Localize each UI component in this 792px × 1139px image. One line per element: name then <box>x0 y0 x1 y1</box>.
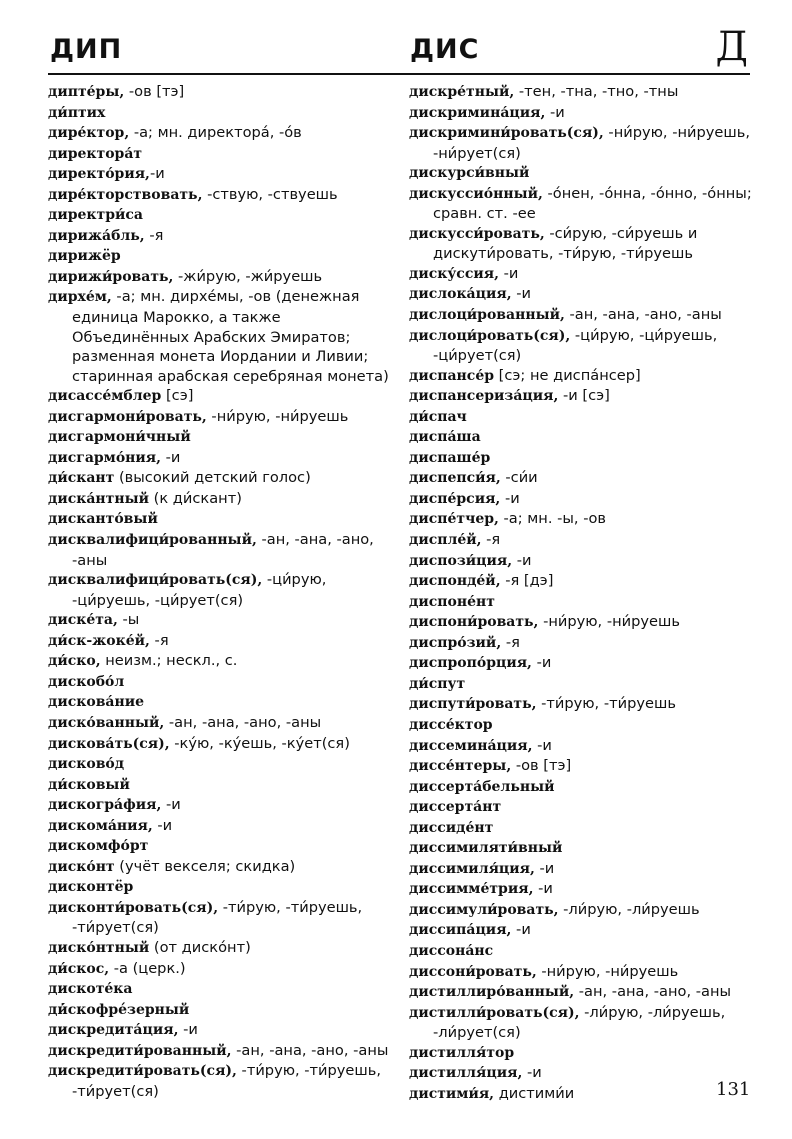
entry-headword: дирижи́ровать, <box>48 268 174 285</box>
right-column <box>409 82 757 1104</box>
page-number: 131 <box>716 1079 751 1100</box>
entry-headword: дискобо́л <box>48 673 125 690</box>
dictionary-entry <box>48 185 393 206</box>
entry-grammar: -я [дэ] <box>500 572 554 590</box>
entry-headword: дистилли́ровать(ся), <box>409 1004 580 1021</box>
entry-grammar: -ли́рую, -ли́руешь <box>558 900 700 918</box>
dictionary-entry <box>409 530 754 551</box>
entry-headword: дискредита́ция, <box>48 1022 179 1039</box>
entry-grammar: -и <box>545 103 565 121</box>
dictionary-entry <box>48 1000 393 1021</box>
entry-grammar: -ти́рую, -ти́руешь <box>536 695 676 713</box>
entry-headword: директора́т <box>48 145 143 162</box>
entry-headword: дирижёр <box>48 248 121 265</box>
dictionary-entry <box>409 777 754 798</box>
entry-grammar: -жи́рую, -жи́руешь <box>173 267 323 285</box>
entry-grammar: -а (церк.) <box>109 959 186 977</box>
entry-headword: дискова́ние <box>48 694 145 711</box>
entry-headword: диспе́тчер, <box>409 511 499 528</box>
dictionary-entry <box>409 612 754 633</box>
entry-headword: диспути́ровать, <box>409 696 537 713</box>
entry-grammar: -и <box>533 880 553 898</box>
dictionary-entry <box>409 694 754 715</box>
dictionary-entry <box>409 818 754 839</box>
header-rule <box>48 73 750 75</box>
entry-grammar: -и <box>512 551 532 569</box>
dictionary-entry <box>48 123 393 144</box>
entry-headword: дискре́тный, <box>409 84 515 100</box>
dictionary-entry <box>48 287 393 386</box>
dictionary-entry <box>409 571 754 592</box>
dictionary-entry <box>409 756 754 777</box>
entry-grammar: -и <box>178 1021 198 1039</box>
dictionary-entry <box>409 736 754 757</box>
entry-grammar: (учёт векселя; скидка) <box>114 857 296 875</box>
dictionary-entry <box>409 184 757 224</box>
entry-headword: диссимиля́ция, <box>409 860 535 877</box>
dictionary-entry <box>409 123 754 163</box>
entry-grammar: -ни́рую, -ни́руешь <box>538 613 680 631</box>
entry-grammar: -ан, -ана, -ано, -аны <box>574 983 732 1001</box>
entry-grammar: -ли́рую, -ли́руешь, -ли́рует(ся) <box>433 1003 730 1042</box>
entry-headword: дискредити́рованный, <box>48 1042 232 1059</box>
entry-headword: диссимиляти́вный <box>409 840 563 857</box>
entry-headword: дисгармо́ния, <box>48 449 162 466</box>
entry-headword: дискома́ния, <box>48 817 153 834</box>
entry-headword: диспози́ция, <box>409 552 513 569</box>
entry-headword: диссерта́нт <box>409 799 502 816</box>
entry-headword: диспони́ровать, <box>409 614 539 631</box>
entry-headword: дисгармони́чный <box>48 429 191 446</box>
entry-grammar: -ан, -ана, -ано, -аны <box>231 1041 389 1059</box>
entry-headword: диссе́ктор <box>409 716 493 733</box>
entry-grammar: -я <box>481 531 501 549</box>
entry-grammar: неизм.; нескл., с. <box>100 652 238 670</box>
entry-headword: дистилля́тор <box>409 1044 515 1061</box>
entry-grammar: -а; мн. -ы, -ов <box>498 510 606 528</box>
entry-headword: дире́ктор, <box>48 125 130 142</box>
entry-headword: директри́са <box>48 207 143 224</box>
entry-grammar: -и <box>161 796 181 814</box>
entry-grammar: -тен, -тна, -тно, -тны <box>514 83 679 100</box>
dictionary-entry <box>48 651 393 672</box>
dictionary-entry <box>409 838 754 859</box>
entry-grammar: -ствую, -ствуешь <box>202 185 338 203</box>
entry-headword: диссерта́бельный <box>409 778 555 795</box>
entry-headword: дислока́ция, <box>409 286 512 303</box>
dictionary-entry <box>48 938 393 959</box>
entry-headword: ди́ск-жоке́й, <box>48 632 150 649</box>
entry-grammar: дистими́и <box>494 1084 575 1102</box>
dictionary-entry <box>409 407 754 428</box>
dictionary-entry <box>48 144 393 165</box>
entry-headword: диспансериза́ция, <box>409 388 559 405</box>
entry-headword: дисканто́вый <box>48 511 158 528</box>
dictionary-entry <box>48 164 393 185</box>
entry-grammar: (от диско́нт) <box>149 938 251 956</box>
entry-grammar: -и <box>500 489 520 507</box>
entry-headword: ди́птих <box>48 104 106 121</box>
entry-headword: директо́рия, <box>48 166 150 183</box>
dictionary-entry <box>48 734 393 755</box>
dictionary-entry <box>409 509 754 530</box>
dictionary-entry <box>409 797 754 818</box>
entry-headword: ди́скант <box>48 470 115 487</box>
entry-headword: диспансе́р <box>409 367 495 384</box>
entry-grammar: -и <box>522 1064 542 1082</box>
entry-headword: диссимули́ровать, <box>409 901 559 918</box>
entry-headword: дисассе́мблер <box>48 388 162 405</box>
entry-headword: дискомфо́рт <box>48 838 149 855</box>
dictionary-entry <box>48 836 393 857</box>
entry-headword: диспропо́рция, <box>409 655 532 672</box>
dictionary-entry <box>409 920 754 941</box>
entry-headword: дискова́ть(ся), <box>48 735 170 752</box>
dictionary-entry <box>48 386 393 407</box>
dictionary-entry <box>48 631 393 652</box>
dictionary-entry <box>48 1061 393 1101</box>
entry-grammar: -ни́рую, -ни́руешь <box>536 962 679 980</box>
entry-headword: дисконти́ровать(ся), <box>48 899 219 916</box>
entry-headword: ди́спач <box>409 408 467 425</box>
entry-grammar: -и <box>532 736 552 754</box>
entry-grammar: -я <box>149 631 169 649</box>
entry-headword: дисквалифици́рованный, <box>48 532 257 549</box>
dictionary-entry <box>48 509 393 530</box>
dictionary-entry <box>48 959 393 980</box>
dictionary-entry <box>48 448 393 469</box>
entry-headword: дистиллиро́ванный, <box>409 984 575 1001</box>
entry-grammar: -и <box>511 285 531 303</box>
dictionary-entry <box>48 226 393 247</box>
dictionary-entry <box>48 877 393 898</box>
dictionary-entry <box>48 407 393 428</box>
entry-grammar: -ти́рую, -ти́руешь, -ти́рует(ся) <box>72 898 367 937</box>
entry-headword: диспоне́нт <box>409 593 495 610</box>
entry-headword: диссони́ровать, <box>409 963 537 980</box>
entry-headword: диссе́нтеры, <box>409 758 512 775</box>
dictionary-entry <box>48 979 393 1000</box>
dictionary-entry <box>409 284 754 305</box>
dictionary-entry <box>409 82 754 103</box>
entry-headword: диссона́нс <box>409 942 494 959</box>
dictionary-entry <box>409 962 754 983</box>
entry-headword: диспепси́я, <box>409 470 501 487</box>
entry-headword: дискредити́ровать(ся), <box>48 1063 237 1080</box>
dictionary-entry <box>409 1063 754 1084</box>
dictionary-entry <box>48 570 393 610</box>
dictionary-entry <box>409 224 754 264</box>
dictionary-entry <box>409 468 754 489</box>
entry-headword: диспаше́р <box>409 449 491 466</box>
entry-headword: ди́ско, <box>48 653 101 670</box>
entry-grammar: -си́рую, -си́руешь и дискути́ровать, -ти́рую, -ти́руешь <box>433 224 702 263</box>
entry-grammar: -и <box>161 448 181 466</box>
dictionary-entry <box>409 1003 754 1043</box>
entry-grammar: -ти́рую, -ти́руешь, -ти́рует(ся) <box>72 1062 386 1100</box>
entry-grammar: -си́и <box>500 469 538 487</box>
entry-grammar: [сэ; не диспа́нсер] <box>494 366 641 384</box>
dictionary-entry <box>409 1043 754 1064</box>
dictionary-entry <box>409 633 754 654</box>
entry-grammar: -ан, -ана, -ано, -аны <box>164 713 322 731</box>
entry-headword: диску́ссия, <box>409 265 499 282</box>
dictionary-entry <box>48 246 393 267</box>
entry-headword: диспле́й, <box>409 532 482 549</box>
entry-headword: диско́нт <box>48 858 115 875</box>
entry-headword: дире́кторствовать, <box>48 186 203 203</box>
entry-grammar: -я <box>501 633 520 651</box>
entry-headword: дискримини́ровать(ся), <box>409 125 604 142</box>
dictionary-entry <box>409 489 754 510</box>
entry-headword: диссипа́ция, <box>409 922 512 939</box>
entry-grammar: -и [сэ] <box>558 387 610 405</box>
dictionary-entry <box>48 775 393 796</box>
dictionary-entry <box>409 674 754 695</box>
entry-grammar: -и <box>498 264 519 282</box>
dictionary-entry <box>48 82 393 103</box>
dictionary-entry <box>409 1084 754 1105</box>
entry-grammar: -о́нен, -о́нна, -о́нно, -о́нны; сравн. ст. -ее <box>433 184 757 223</box>
entry-headword: дирхе́м, <box>48 289 112 306</box>
entry-headword: диспе́рсия, <box>409 490 501 507</box>
entry-grammar: -ан, -ана, -ано, -аны <box>564 306 722 324</box>
dictionary-entry <box>409 326 754 366</box>
entry-grammar: -ци́рую, -ци́руешь, -ци́рует(ся) <box>72 571 332 609</box>
entry-grammar: -а; мн. дирхе́мы, -ов (денежная единица Марокко, а также Объединённых Арабских Эмиратов; разменная монета Иордании и Ливии; старинная арабская серебряная монета) <box>72 288 389 385</box>
entry-grammar: -и <box>149 165 165 183</box>
dictionary-entry <box>48 898 393 938</box>
entry-grammar: -ни́рую, -ни́руешь <box>206 407 349 425</box>
entry-headword: диско́ванный, <box>48 714 165 731</box>
dictionary-entry <box>48 489 393 510</box>
entry-headword: ди́сковый <box>48 776 130 793</box>
entry-headword: диссемина́ция, <box>409 737 533 754</box>
dictionary-entry <box>48 672 393 693</box>
entry-grammar: -и <box>531 654 552 672</box>
entry-grammar: -ы <box>117 611 140 629</box>
dictionary-entry <box>48 816 393 837</box>
entry-headword: дирижа́бль, <box>48 227 145 244</box>
entry-headword: ди̇́скофрéзерный <box>48 1001 190 1018</box>
dictionary-entry <box>409 941 754 962</box>
dictionary-entry <box>409 163 754 184</box>
dictionary-entry <box>48 713 393 734</box>
entry-headword: дисково́д <box>48 756 125 773</box>
dictionary-entry <box>409 448 754 469</box>
dictionary-entry <box>409 879 754 900</box>
entry-headword: диспонде́й, <box>409 573 501 590</box>
entry-headword: ди́скос, <box>48 960 110 977</box>
dictionary-entry <box>48 1020 393 1041</box>
running-head-first-word: ДИП <box>50 34 123 65</box>
dictionary-entry <box>409 982 754 1003</box>
entry-headword: диспа́ша <box>409 429 481 446</box>
entry-headword: дистими́я, <box>409 1085 495 1102</box>
entry-grammar: -ов [тэ] <box>124 83 185 100</box>
dictionary-entry <box>409 366 754 387</box>
entry-grammar: -я <box>144 226 164 244</box>
dictionary-entry <box>409 103 754 124</box>
entry-headword: ди́спут <box>409 675 466 692</box>
dictionary-entry <box>409 427 754 448</box>
dictionary-entry <box>48 267 393 288</box>
dictionary-entry <box>48 205 393 226</box>
dictionary-entry <box>48 1041 393 1062</box>
entry-headword: дистилля́ция, <box>409 1065 523 1082</box>
entry-grammar: -ан, -ана, -ано, -аны <box>72 531 379 569</box>
entry-grammar: -ку́ю, -ку́ешь, -ку́ет(ся) <box>169 734 350 752</box>
entry-grammar: -ци́рую, -ци́руешь, -ци́рует(ся) <box>433 326 722 365</box>
entry-headword: дискусси́ровать, <box>409 225 545 242</box>
dictionary-entry <box>409 715 754 736</box>
entry-headword: дислоци́ровать(ся), <box>409 327 571 344</box>
entry-headword: дискоте́ка <box>48 981 133 998</box>
entry-grammar: (к ди́скант) <box>149 489 242 507</box>
entry-grammar: -ни́рую, -ни́руешь, -ни́рует(ся) <box>433 124 755 162</box>
entry-headword: диссимме́трия, <box>409 881 534 898</box>
dictionary-entry <box>48 103 393 124</box>
section-letter: Д <box>715 24 748 70</box>
dictionary-entry <box>409 859 754 880</box>
entry-grammar: -и <box>511 921 531 939</box>
entry-grammar: -а; мн. директора́, -о́в <box>129 124 302 142</box>
dictionary-entry <box>48 610 393 631</box>
dictionary-entry <box>409 653 754 674</box>
entry-grammar: [сэ] <box>161 387 194 405</box>
entry-headword: дискримина́ция, <box>409 104 546 121</box>
dictionary-entry <box>409 551 754 572</box>
entry-headword: дискуссио́нный, <box>409 185 543 202</box>
dictionary-entry <box>48 857 393 878</box>
entry-headword: диске́та, <box>48 612 118 629</box>
entry-headword: дискурси́вный <box>409 165 530 182</box>
dictionary-entry <box>48 754 393 775</box>
entry-grammar: -ов [тэ] <box>511 757 572 775</box>
dictionary-entry <box>409 386 754 407</box>
entry-headword: диско́нтный <box>48 939 150 956</box>
dictionary-entry <box>409 900 754 921</box>
entry-grammar: -и <box>534 859 555 877</box>
entry-headword: дипте́ры, <box>48 84 125 100</box>
entry-headword: диспро́зий, <box>409 634 502 651</box>
entry-grammar: (высокий детский голос) <box>114 469 311 487</box>
dictionary-entry <box>48 468 393 489</box>
dictionary-entry <box>48 427 393 448</box>
entry-grammar: -и <box>152 816 173 834</box>
entry-headword: диссиде́нт <box>409 819 494 836</box>
dictionary-entry <box>48 530 393 570</box>
running-head-last-word: ДИС <box>410 34 480 65</box>
entry-headword: дисконтёр <box>48 879 134 896</box>
dictionary-entry <box>409 305 754 326</box>
entry-headword: дискогра́фия, <box>48 797 162 814</box>
left-column <box>48 82 393 1101</box>
dictionary-entry <box>48 692 393 713</box>
entry-headword: дисквалифици́ровать(ся), <box>48 572 263 589</box>
dictionary-entry <box>48 795 393 816</box>
entry-headword: дисгармони́ровать, <box>48 408 207 425</box>
entry-headword: дислоци́рованный, <box>409 307 565 324</box>
entry-headword: диска́нтный <box>48 490 150 507</box>
dictionary-entry <box>409 592 754 613</box>
dictionary-entry <box>409 264 754 285</box>
